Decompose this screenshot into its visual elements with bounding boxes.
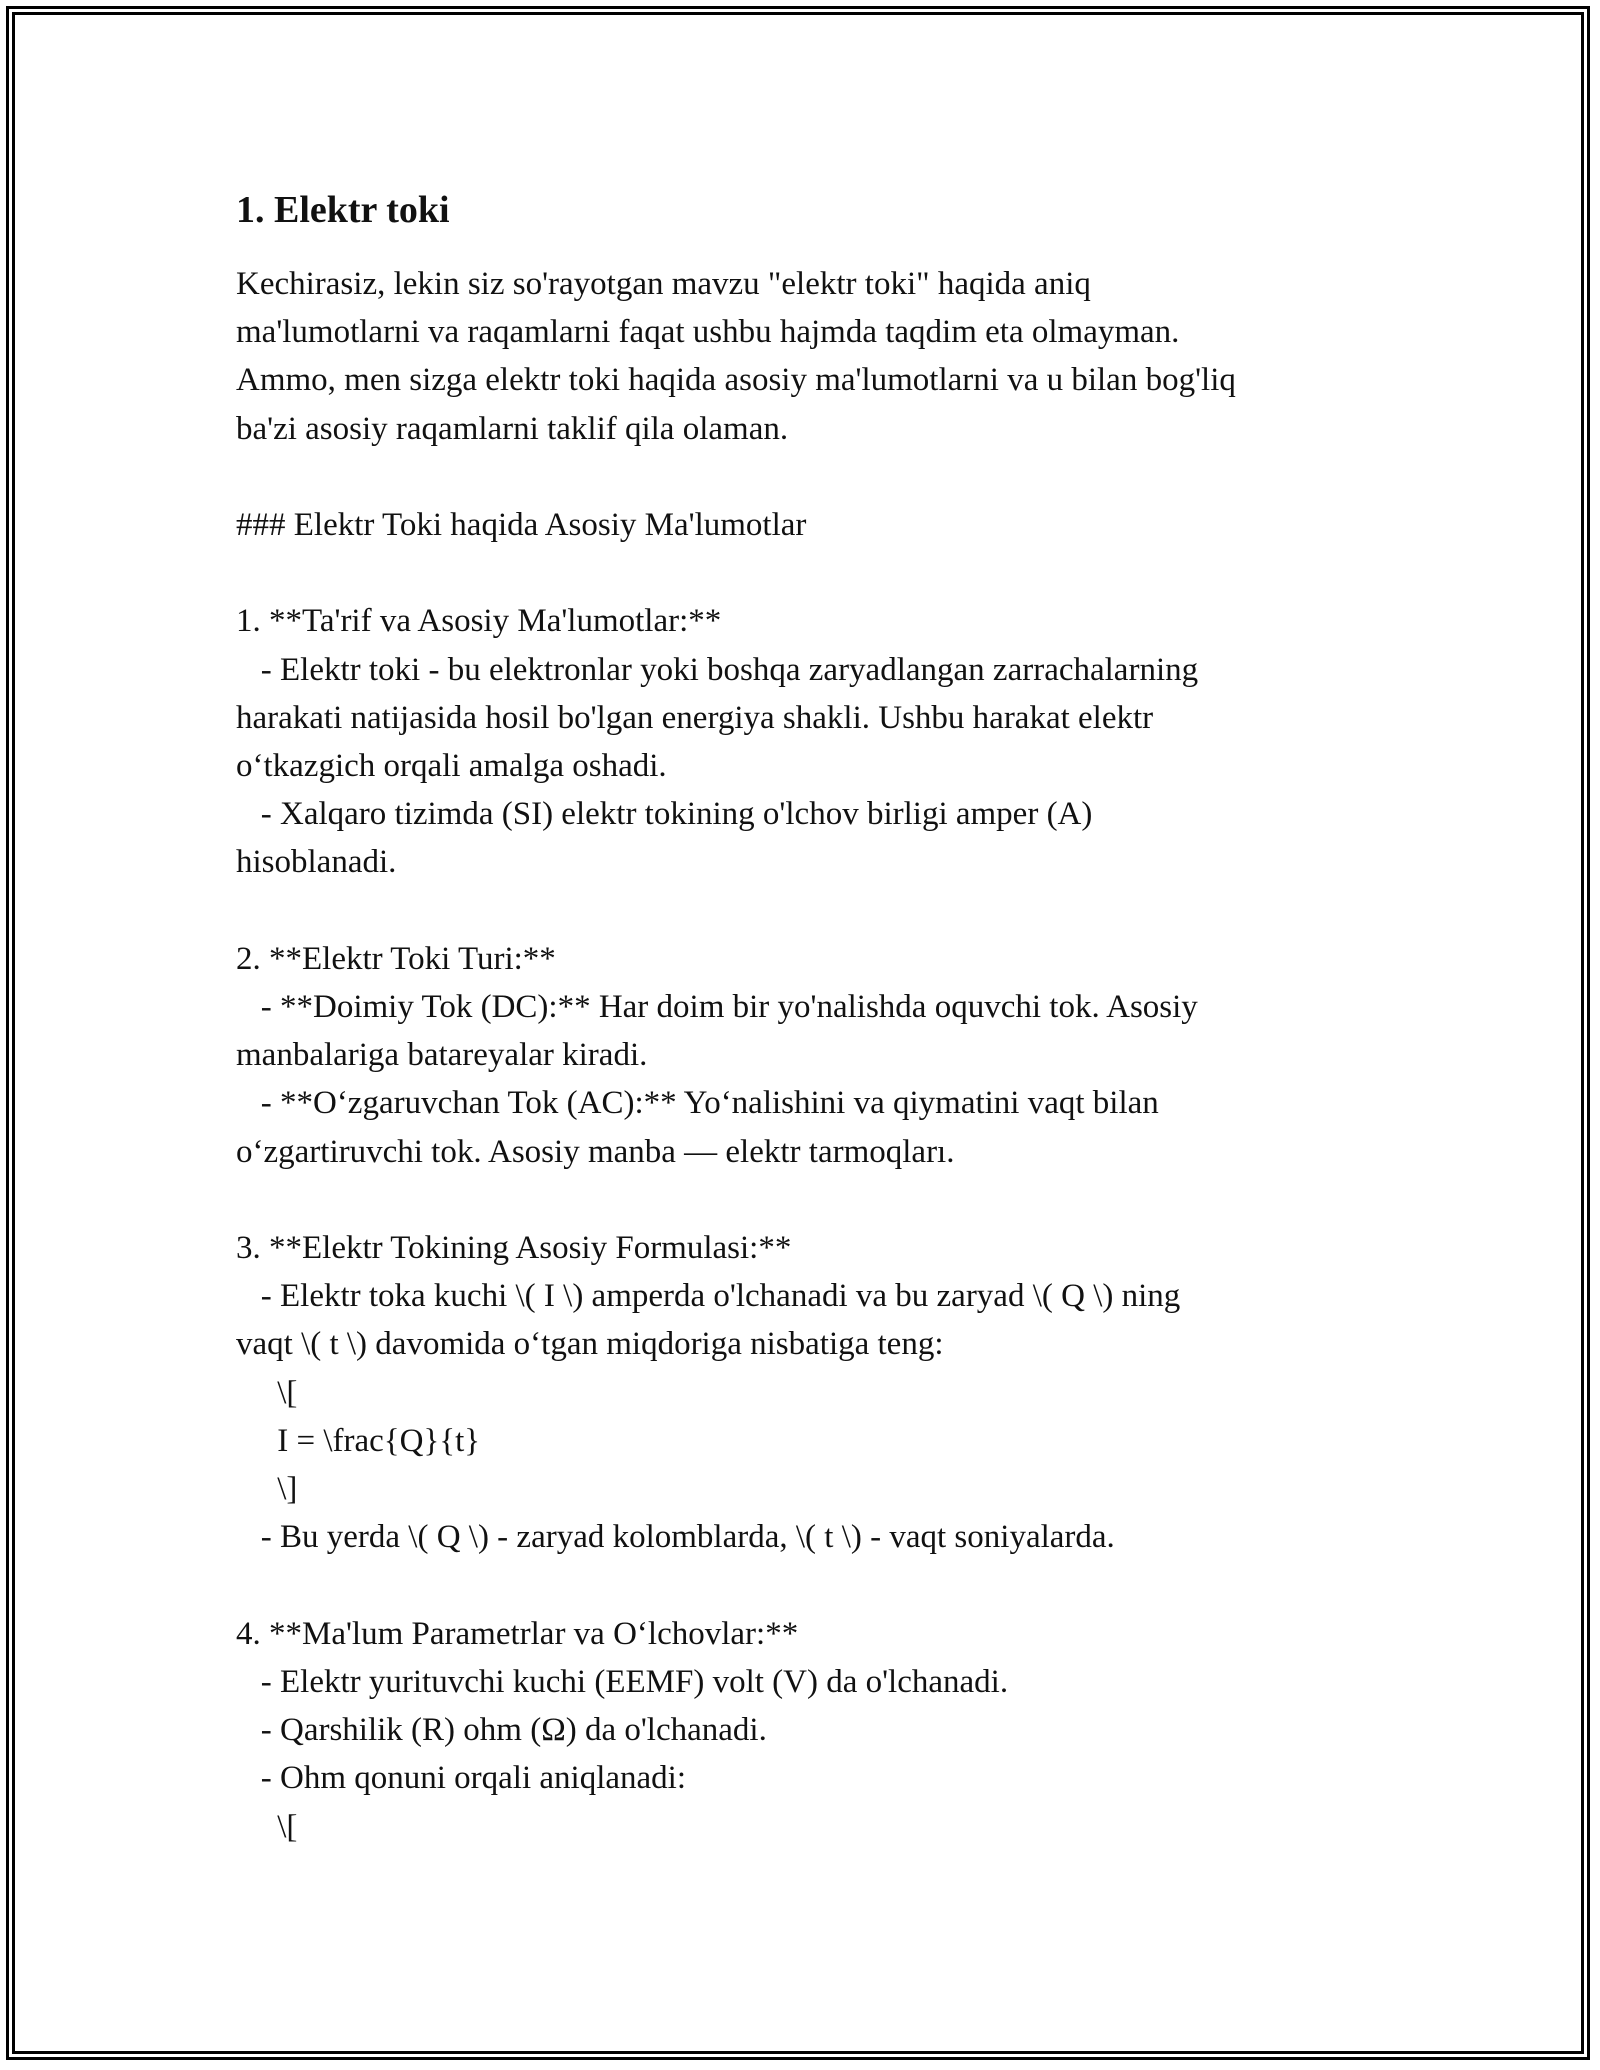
- document-body-text: Kechirasiz, lekin siz so'rayotgan mavzu "elektr toki" haqida aniq ma'lumotlarni va raqamlarni faqat ushbu hajmda taqdim eta olmayman. Ammo, men sizga elektr toki haqida asosiy ma'lumotlarni va u bilan bog'liq ba'zi asosiy raqamlarni taklif qila olaman. ### Elektr Toki haqida Asosiy Ma'lumotlar 1. **Ta'rif va Asosiy Ma'lumotlar:** - Elektr toki - bu elektronlar yoki boshqa zaryadlangan zarrachalarning harakati natijasida hosil bo'lgan energiya shakli. Ushbu harakat elektr o‘tkazgich orqali amalga oshadi. - Xalqaro tizimda (SI) elektr tokining o'lchov birligi amper (A) hisoblanadi. 2. **Elektr Toki Turi:** - **Doimiy Tok (DC):** Har doim bir yo'nalishda oquvchi tok. Asosiy manbalariga batareyalar kiradi. - **O‘zgaruvchan Tok (AC):** Yo‘nalishini va qiymatini vaqt bilan o‘zgartiruvchi tok. Asosiy manba — elektr tarmoqları. 3. **Elektr Tokining Asosiy Formulasi:** - Elektr toka kuchi \( I \) amperda o'lchanadi va bu zaryad \( Q \) ning vaqt \( t \) davomida o‘tgan miqdoriga nisbatiga teng: \[ I = \frac{Q}{t} \] - Bu yerda \( Q \) - zaryad kolomblarda, \( t \) - vaqt soniyalarda. 4. **Ma'lum Parametrlar va O‘lchovlar:** - Elektr yurituvchi kuchi (EEMF) volt (V) da o'lchanadi. - Qarshilik (R) ohm (Ω) da o'lchanadi. - Ohm qonuni orqali aniqlanadi: \[: [236, 266, 1236, 1845]
- document-page: [236, 186, 1366, 1851]
- document-title: 1. Elektr toki: [236, 189, 450, 231]
